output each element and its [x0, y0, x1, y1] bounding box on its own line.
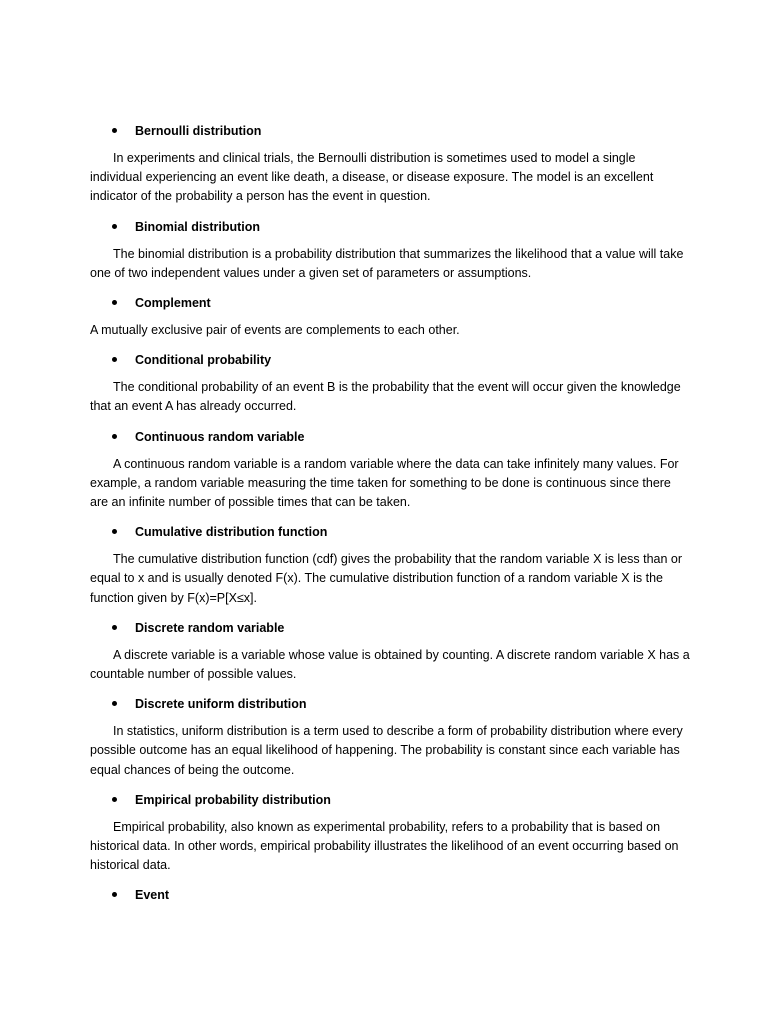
definition-paragraph: In experiments and clinical trials, the Bernoulli distribution is sometimes used to model a single individual experiencing an event like death, a disease, or disease exposure. The model is an excellent indicator of the probability a person has the event in question.	[90, 151, 654, 204]
definition-paragraph: A discrete variable is a variable whose value is obtained by counting. A discrete random variable X has a countable number of possible values.	[90, 647, 690, 682]
term-label: Discrete random variable	[135, 620, 285, 635]
definition-paragraph: The conditional probability of an event B is the probability that the event will occur given the knowledge that an event A has already occurred.	[90, 380, 681, 414]
bullet-icon	[112, 434, 117, 439]
glossary-term	[90, 293, 690, 313]
glossary-term	[90, 618, 690, 638]
term-label: Discrete uniform distribution	[135, 697, 307, 712]
term-label: Empirical probability distribution	[135, 792, 331, 807]
glossary-term	[90, 121, 690, 141]
glossary-term	[90, 522, 690, 542]
term-label: Bernoulli distribution	[135, 124, 262, 138]
glossary-term	[90, 885, 690, 905]
bullet-icon	[112, 529, 117, 534]
bullet-icon	[112, 224, 117, 229]
definition-paragraph: The cumulative distribution function (cdf) gives the probability that the random variable X is less than or equal to x and is usually denoted F(x). The cumulative distribution function of a random variable X is the function given by F(x)=P[X≤x].	[90, 552, 683, 605]
bullet-icon	[112, 625, 117, 630]
bullet-icon	[112, 357, 117, 362]
definition-paragraph: A mutually exclusive pair of events are complements to each other.	[90, 323, 460, 338]
term-label: Cumulative distribution function	[135, 525, 328, 540]
term-label: Continuous random variable	[135, 429, 305, 444]
bullet-icon	[112, 797, 117, 802]
definition-paragraph: Empirical probability, also known as experimental probability, refers to a probability that is based on historical data. In other words, empirical probability illustrates the likelihood of an event occurring based on historical data.	[90, 819, 679, 873]
term-label: Conditional probability	[135, 353, 272, 368]
bullet-icon	[112, 128, 117, 133]
term-label: Complement	[135, 296, 211, 311]
glossary-page	[90, 121, 690, 913]
glossary-term	[90, 350, 690, 370]
definition-paragraph: The binomial distribution is a probability distribution that summarizes the likelihood that a value will take one of two independent values under a given set of parameters or assumptions.	[90, 246, 684, 280]
glossary-term	[90, 694, 690, 714]
glossary-term	[90, 790, 690, 810]
bullet-icon	[112, 701, 117, 706]
bullet-icon	[112, 300, 117, 305]
definition-paragraph: In statistics, uniform distribution is a term used to describe a form of probability distribution where every possible outcome has an equal likelihood of happening. The probability is constant since each variable has equal chances of being the outcome.	[90, 724, 683, 777]
definition-paragraph: A continuous random variable is a random variable where the data can take infinitely many values. For example, a random variable measuring the time taken for something to be done is continuous since there are an infinite number of possible times that can be taken.	[90, 456, 679, 510]
glossary-term	[90, 217, 690, 237]
glossary-term	[90, 427, 690, 447]
term-label: Event	[135, 888, 170, 903]
bullet-icon	[112, 892, 117, 897]
term-label: Binomial distribution	[135, 219, 260, 234]
